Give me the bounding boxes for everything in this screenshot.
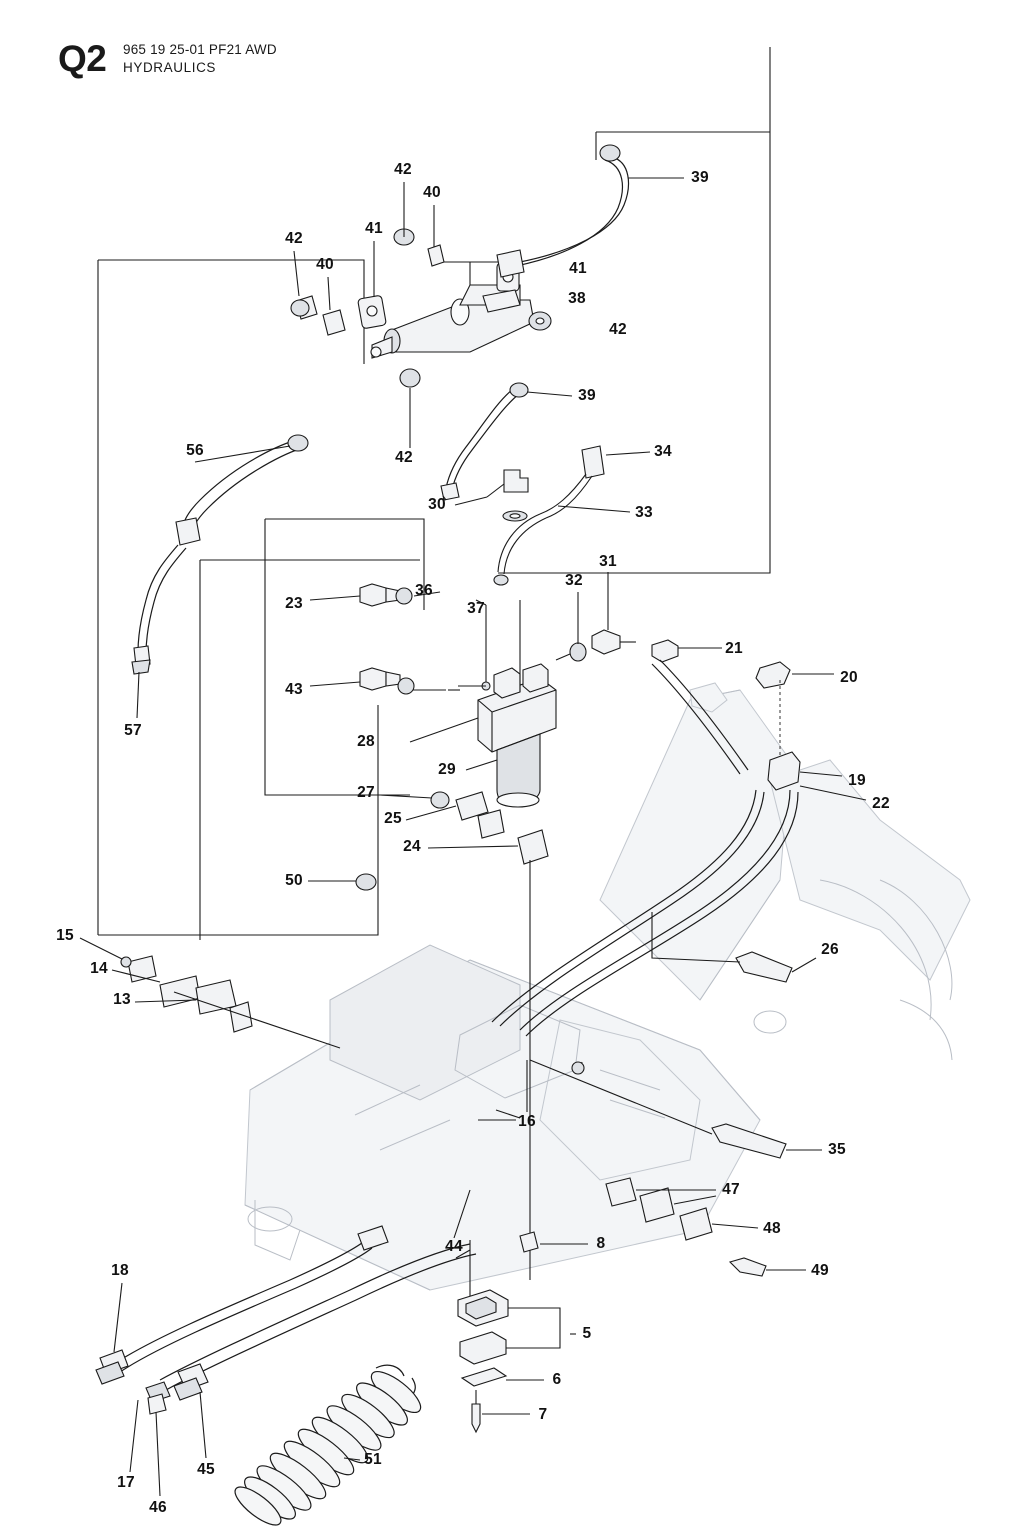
callout-32: 32	[565, 572, 583, 589]
callout-19: 19	[848, 772, 866, 789]
part-number: 965 19 25-01 PF21 AWD	[123, 42, 277, 57]
callout-39: 39	[578, 387, 596, 404]
callout-40: 40	[423, 184, 441, 201]
callout-34: 34	[654, 443, 672, 460]
callout-24: 24	[403, 838, 421, 855]
callout-31: 31	[599, 553, 617, 570]
callout-6: 6	[552, 1371, 562, 1388]
callout-25: 25	[384, 810, 402, 827]
coiled-hose-51	[230, 1365, 427, 1531]
filter-valve-block	[409, 600, 556, 807]
callout-15: 15	[56, 927, 74, 944]
callout-47: 47	[722, 1181, 740, 1198]
callout-35: 35	[828, 1141, 846, 1158]
callout-45: 45	[197, 1461, 215, 1478]
callout-27: 27	[357, 784, 375, 801]
callout-38: 38	[568, 290, 586, 307]
callout-36: 36	[415, 582, 433, 599]
hydraulic-cylinder-assembly	[291, 182, 551, 448]
callout-51: 51	[364, 1451, 382, 1468]
callout-50: 50	[285, 872, 303, 889]
page-title: HYDRAULICS	[123, 60, 217, 75]
callout-21: 21	[725, 640, 743, 657]
callout-5: 5	[582, 1325, 592, 1342]
hose-39-top	[497, 145, 684, 277]
callout-20: 20	[840, 669, 858, 686]
callout-23: 23	[285, 595, 303, 612]
callout-16: 16	[518, 1113, 536, 1130]
callout-42: 42	[285, 230, 303, 247]
callout-48: 48	[763, 1220, 781, 1237]
callout-28: 28	[357, 733, 375, 750]
callout-40: 40	[316, 256, 334, 273]
fitting-30	[455, 470, 528, 521]
callout-46: 46	[149, 1499, 167, 1516]
callout-37: 37	[467, 600, 485, 617]
callout-42: 42	[394, 161, 412, 178]
callout-56: 56	[186, 442, 204, 459]
hose-56-57	[132, 435, 308, 718]
callout-17: 17	[117, 1474, 135, 1491]
callout-42: 42	[395, 449, 413, 466]
callout-39: 39	[691, 169, 709, 186]
bracket-stack	[458, 1290, 576, 1432]
callout-57: 57	[124, 722, 142, 739]
callout-42: 42	[609, 321, 627, 338]
callout-41: 41	[365, 220, 383, 237]
callout-49: 49	[811, 1262, 829, 1279]
section-code: Q2	[58, 38, 107, 79]
callout-13: 13	[113, 991, 131, 1008]
callout-33: 33	[635, 504, 653, 521]
callout-30: 30	[428, 496, 446, 513]
callout-43: 43	[285, 681, 303, 698]
callout-7: 7	[538, 1406, 548, 1423]
callout-14: 14	[90, 960, 108, 977]
callout-29: 29	[438, 761, 456, 778]
callout-44: 44	[445, 1238, 463, 1255]
callout-41: 41	[569, 260, 587, 277]
callout-8: 8	[596, 1235, 606, 1252]
callout-26: 26	[821, 941, 839, 958]
callout-22: 22	[872, 795, 890, 812]
callout-18: 18	[111, 1262, 129, 1279]
inline-fittings	[310, 584, 460, 694]
